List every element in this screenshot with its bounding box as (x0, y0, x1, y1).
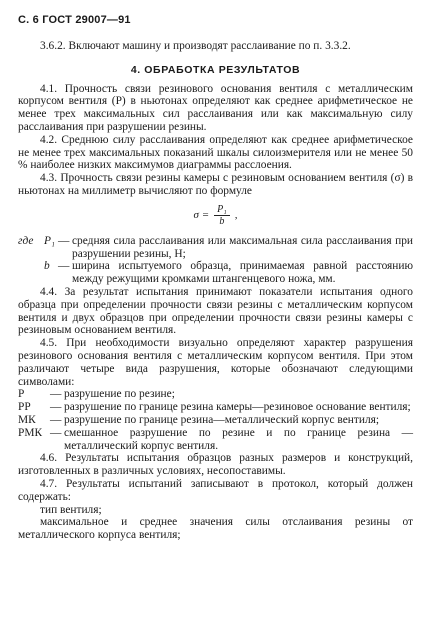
paragraph-4-1: 4.1. Прочность связи резинового основания вентиля с металлическим корпусом вентиля (P) в ньютонах определяют как среднее арифметическое не менее трех максимальных сил расслаивания или как максимальную силу расслаивания при разрушении резины. (18, 82, 413, 133)
definition-term: b (44, 260, 50, 273)
definition-text: средняя сила расслаивания или максимальная сила расслаивания при разрушении резины, Н; (72, 234, 413, 260)
symbol-code: МК (18, 413, 36, 426)
formula (18, 204, 413, 227)
symbol-row (18, 414, 413, 427)
paragraph-4-6: 4.6. Результаты испытания образцов разных размеров и конструкций, изготовленных в различных условиях, несопоставимы. (18, 452, 413, 478)
formula-fraction (214, 204, 230, 227)
symbol-row (18, 401, 413, 414)
formula-lhs: σ = (193, 208, 210, 221)
paragraph-4-2: 4.2. Среднюю силу расслаивания определяют как среднее арифметическое не менее трех максимальных показаний шкалы силоизмерителя или не менее 50 % наиболее низких максимумов диаграммы расслоения. (18, 133, 413, 172)
formula-tail: , (234, 208, 238, 221)
symbol-code: Р (18, 388, 25, 401)
definition-row (18, 260, 413, 286)
symbol-dash: — (50, 388, 62, 401)
definition-dash: — (58, 260, 70, 273)
section-title: 4. ОБРАБОТКА РЕЗУЛЬТАТОВ (130, 63, 301, 76)
paragraph-3-6-2: 3.6.2. Включают машину и производят расслаивание по п. 3.3.2. (40, 40, 351, 52)
symbol-code: РР (18, 401, 31, 414)
symbol-code: РМК (18, 426, 43, 439)
list-item: тип вентиля; (40, 503, 102, 516)
page-header: С. 6 ГОСТ 29007—91 (18, 14, 131, 26)
symbol-dash: — (50, 426, 62, 439)
document-body (18, 40, 413, 542)
symbol-dash: — (50, 401, 62, 414)
formula-denominator: b (219, 215, 225, 227)
symbol-text: разрушение по границе резина камеры—резиновое основание вентиля; (64, 401, 411, 414)
definition-dash: — (58, 234, 70, 247)
paragraph-4-3: 4.3. Прочность связи резины камеры с резиновым основанием вентиля (σ) в ньютонах на миллиметр вычисляют по формуле (18, 172, 413, 197)
symbol-text: разрушение по резине; (64, 388, 175, 401)
symbol-row (18, 388, 413, 401)
where-intro: где (18, 234, 34, 247)
definition-row (18, 235, 413, 261)
symbol-text: смешанное разрушение по резине и по границе резина — металлический корпус вентиля. (64, 426, 413, 452)
paragraph-4-5: 4.5. При необходимости визуально определяют характер разрушения резинового основания вентиля с металлическим корпусом вентиля. При этом различают четыре вида разрушения, которые обозначают следующими символами: (18, 337, 413, 388)
definition-text: ширина испытуемого образца, принимаемая равной расстоянию между режущими кромками штангенцевого ножа, мм. (72, 260, 413, 286)
definition-term: P₁ (44, 234, 55, 247)
formula-numerator: P₁ (214, 204, 230, 216)
symbol-row (18, 427, 413, 453)
paragraph-4-4: 4.4. За результат испытания принимают показатели испытания одного образца при определении прочности связи резины с металлическим корпусом вентиля и двух образцов при определении прочности связи резины камеры с резиновым основанием вентиля. (18, 285, 413, 337)
symbol-text: разрушение по границе резина—металлический корпус вентиля; (64, 413, 380, 426)
paragraph-4-7: 4.7. Результаты испытаний записывают в протокол, который должен содержать: (18, 477, 413, 503)
list-item: максимальное и среднее значения силы отслаивания резины от металлического корпуса вентиля; (18, 516, 413, 542)
symbol-dash: — (50, 413, 62, 426)
